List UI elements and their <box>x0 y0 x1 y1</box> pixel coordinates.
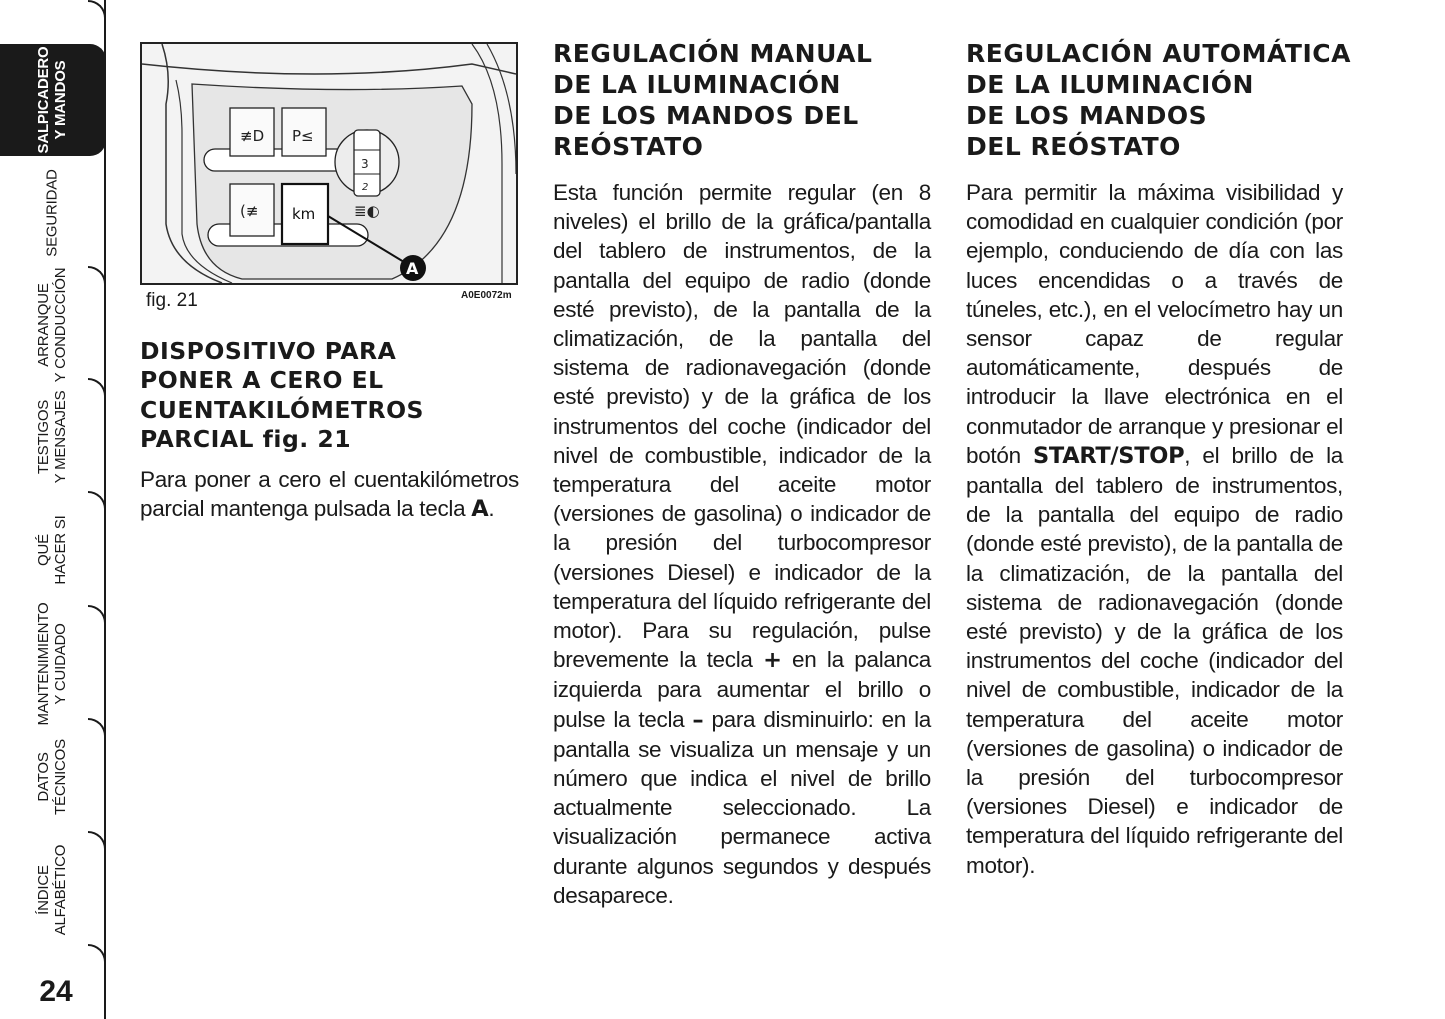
heading-reset-trip: DISPOSITIVO PARA PONER A CERO EL CUENTAKILÓMETROS PARCIAL fig. 21 <box>140 337 424 453</box>
tab-datos[interactable] <box>0 721 104 833</box>
svg-text:(≢: (≢ <box>240 202 259 220</box>
page-number: 24 <box>39 975 73 1008</box>
tab-que-hacer[interactable] <box>0 494 104 606</box>
paragraph-reset-trip: Para poner a cero el cuentakilómetros parcial mantenga pulsada la tecla A. <box>140 467 519 523</box>
figure-caption: fig. 21 <box>146 290 198 311</box>
heading-automatic-regulation: REGULACIÓN AUTOMÁTICA DE LA ILUMINACIÓN DE LOS MANDOS DEL REÓSTATO <box>966 39 1351 161</box>
paragraph-manual-regulation: Esta función permite regular (en 8 niveles) el brillo de la gráfica/pantalla del tablero de instrumentos, de la pantalla del equipo de radio (donde esté previsto), de la pantalla de la climatización, de la pantalla del sistema de radionavegación (donde esté previsto) y de la gráfica de los instrumentos del coche (indicador del nivel de combustible, indicador de la temperatura del aceite motor (versiones de gasolina) o indicador de la presión del turbocompresor (versiones Diesel) e indicador de la temperatura del líquido refrigerante del motor). Para su regulación, pulse brevemente la tecla + en la palanca izquierda para aumentar el brillo o pulse la tecla – para disminuirlo: en la pantalla se visualiza un mensaje y un número que indica el nivel de brillo actualmente seleccionado. La visualización permanece activa durante algunos segundos y después desaparece. <box>553 180 931 908</box>
figure-dashboard-switches <box>140 42 518 285</box>
figure-code: A0E0072m <box>461 290 512 301</box>
tab-label: TESTIGOS Y MENSAJES <box>35 390 69 484</box>
tab-label: ARRANQUE Y CONDUCCIÓN <box>35 267 69 383</box>
tab-label: DATOS TÉCNICOS <box>35 739 69 815</box>
tab-seguridad[interactable] <box>0 157 104 269</box>
svg-text:≢D: ≢D <box>240 127 265 145</box>
tab-mantenimiento[interactable] <box>0 602 104 726</box>
km-button-label: km <box>292 205 316 223</box>
dashboard-illustration <box>142 44 516 283</box>
svg-text:3: 3 <box>361 157 369 171</box>
tab-indice[interactable] <box>0 834 104 946</box>
svg-text:P≤: P≤ <box>292 127 314 145</box>
tab-label: QUÉ HACER SI <box>35 515 69 585</box>
tab-testigos[interactable] <box>0 381 104 493</box>
tab-label: SEGURIDAD <box>43 169 61 257</box>
svg-text:≣◐: ≣◐ <box>354 202 380 220</box>
tab-salpicadero[interactable] <box>0 44 106 156</box>
callout-a: A <box>406 259 419 278</box>
tab-border <box>104 0 106 1019</box>
tab-label: SALPICADERO Y MANDOS <box>35 46 69 154</box>
section-tabs <box>0 0 106 1019</box>
tab-label: MANTENIMIENTO Y CUIDADO <box>35 602 69 726</box>
svg-text:2: 2 <box>362 182 369 193</box>
heading-manual-regulation: REGULACIÓN MANUAL DE LA ILUMINACIÓN DE LOS MANDOS DEL REÓSTATO <box>553 39 873 161</box>
tab-label: ÍNDICE ALFABÉTICO <box>35 844 69 936</box>
paragraph-automatic-regulation: Para permitir la máxima visibilidad y comodidad en cualquier condición (por ejemplo, conduciendo de día con las luces encendidas o a través de túneles, etc.), en el velocímetro hay un sensor capaz de regular automáticamente, después de introducir la llave electrónica en el conmutador de arranque y presionar el botón START/STOP, el brillo de la pantalla del tablero de instrumentos, de la pantalla del equipo de radio (donde esté previsto), de la pantalla de la climatización, de la pantalla del sistema de radionavegación (donde esté previsto) y de la gráfica de los instrumentos del coche (indicador del nivel de combustible, indicador de la temperatura del aceite motor (versiones de gasolina) o indicador de la presión del turbocompresor (versiones Diesel) e indicador de temperatura del líquido refrigerante del motor). <box>966 180 1344 878</box>
tab-arranque[interactable] <box>0 269 104 381</box>
